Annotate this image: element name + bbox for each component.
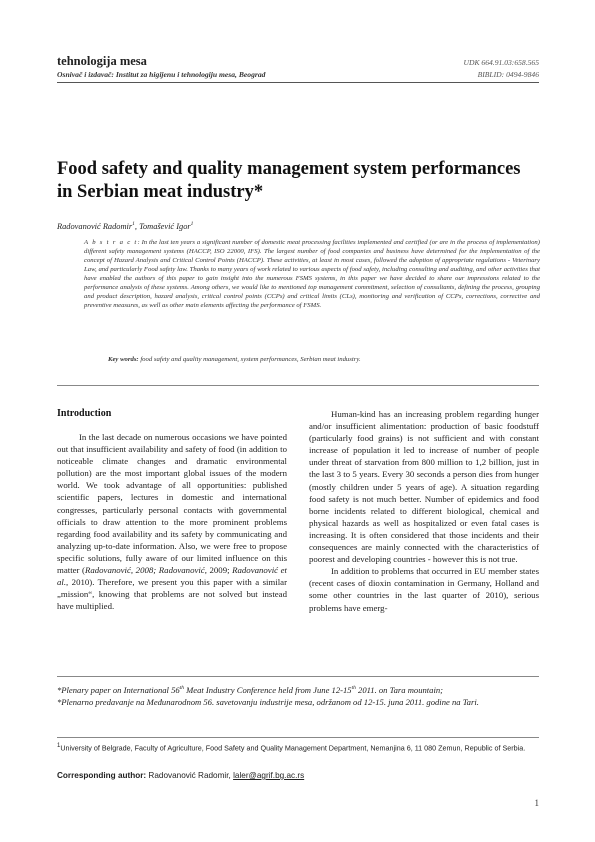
affiliation-mark: 1: [57, 743, 61, 749]
footnotes: [57, 682, 539, 708]
body-paragraph: In the last decade on numerous occasions we have pointed out that insufficient availability and safety of food (in addition to noticeable climate changes and dramatic environmental pollution) are the most important global issues of the modern world. We took advantage of all opportunities: published scientific papers, lectures in domestic and international congresses, particularly personal contacts with governmental officials to draw attention to the more prominent problems regarding food availability and its safety by communicating and analyzing up-to-date information. Also, we were free to propose specific solutions, fully aware of our limited influence on this matter (Radovanović, 2008; Radovanović, 2009; Radovanović et al., 2010). Therefore, we present you this paper with a similar „mission“, knowing that problems are not solved but instead have multiplied.: [57, 432, 287, 612]
page-number: 1: [534, 798, 539, 808]
body-paragraph: Human-kind has an increasing problem regarding hunger and/or insufficient alimentation: production of basic foodstuff (particularly food grains) is not sufficient and with constant increase of population it led to increase of number of people under threat of starvation from 800 million to 1,2 billion, just in the last 3 to 5 years. Every 30 seconds a person dies from hunger (mostly children under 5 years of age). A situation regarding food safety is not much better. Number of epidemics and food borne incidents related to different biological, chemical and physical hazards as well as hospitalized or even fatal cases is increasing. It is often considered that those incidents and their consequences are mainly connected with the characteristics of poorest and developing countries - however this is not true.: [309, 409, 539, 565]
body-column-left: [57, 431, 287, 612]
author-separator: ,: [134, 221, 140, 231]
footnote-serbian: *Plenarno predavanje na Međunarodnom 56. savetovanju industrije mesa, održanom od 12-15. juna 2011. godine na Tari.: [57, 696, 479, 707]
citation: Radovanović et al.: [57, 565, 287, 588]
affiliation-text: University of Belgrade, Faculty of Agriculture, Food Safety and Quality Management Department, Nemanjina 6, 11 080 Zemun, Republic of Serbia.: [60, 743, 526, 753]
journal-publisher: Osnivač i izdavač: Institut za higijenu i tehnologiju mesa, Beograd: [57, 70, 266, 79]
affiliation-divider: [57, 737, 539, 738]
author-affiliation-mark: 1: [190, 221, 194, 227]
keywords-label: Key words:: [108, 356, 139, 363]
author-list: [57, 221, 193, 231]
journal-title: tehnologija mesa: [57, 54, 147, 68]
abstract-text: : In the last ten years a significant number of domestic meat processing facilities implemented and certified (or are in the process of implementation) different safety management systems (HACCP, ISO 22000, IFS). The largest number of food companies and business have determined for the implementation of the concept of Hazard Analysis and Critical Control Points (HACCP). These activities, at least in most cases, followed the adoption of appropriate regulations - Veterinary Law, and particularly Food safety law. Thanks to many years of work related to various aspects of food safety, including consulting and auditing, and other activities that have enabled the authors of this paper to gain insight into the numerous FSMS systems, in this paper we have decided to share our impressions related to the performance analysis of these systems. Among others, we would like to mentioned top management commitment, selection of consultants, defining the process, grouping and product description, hazard analysis, critical control points (CCPs) and critical limits (CLs), monitoring and verification of CCPs, corrections, corrective and preventive measures, as well as other main elements affecting the performance of FSMS.: [84, 239, 540, 310]
corresponding-label: Corresponding author:: [57, 771, 147, 780]
corresponding-name: Radovanović Radomir,: [146, 771, 234, 780]
keywords-text: food safety and quality management, system performances, Serbian meat industry.: [138, 356, 361, 363]
footnote-english: *Plenary paper on International 56th Meat Industry Conference held from June 12-15th 2011. on Tara mountain;: [57, 684, 444, 695]
abstract: [84, 238, 540, 310]
udk-code: UDK 664.91.03:658.565: [463, 58, 539, 67]
section-heading-introduction: Introduction: [57, 408, 112, 419]
paper-title: Food safety and quality management system performances in Serbian meat industry*: [57, 159, 521, 202]
author-affiliation-mark: 1: [132, 221, 135, 227]
abstract-label: A b s t r a c t: [84, 239, 138, 246]
body-paragraph: In addition to problems that occurred in EU member states (recent cases of dioxin contamination in Germany, Holland and some other countries in the last quarter of 2010), serious problems have emerg-: [309, 566, 539, 613]
corresponding-author: [57, 771, 304, 780]
body-column-right: [309, 408, 539, 614]
header-divider: [57, 82, 539, 83]
email-link[interactable]: laler@agrif.bg.ac.rs: [233, 771, 305, 780]
biblid-code: BIBLID: 0494-9846: [477, 70, 539, 79]
affiliation: [57, 741, 539, 753]
footnote-divider: [57, 676, 539, 677]
author-name: Radovanović Radomir: [57, 221, 133, 231]
citation: Radovanović, 2008; Radovanović: [84, 565, 205, 576]
keywords: [108, 355, 538, 364]
author-name: Tomašević Igor: [139, 221, 191, 231]
abstract-divider: [57, 385, 539, 386]
